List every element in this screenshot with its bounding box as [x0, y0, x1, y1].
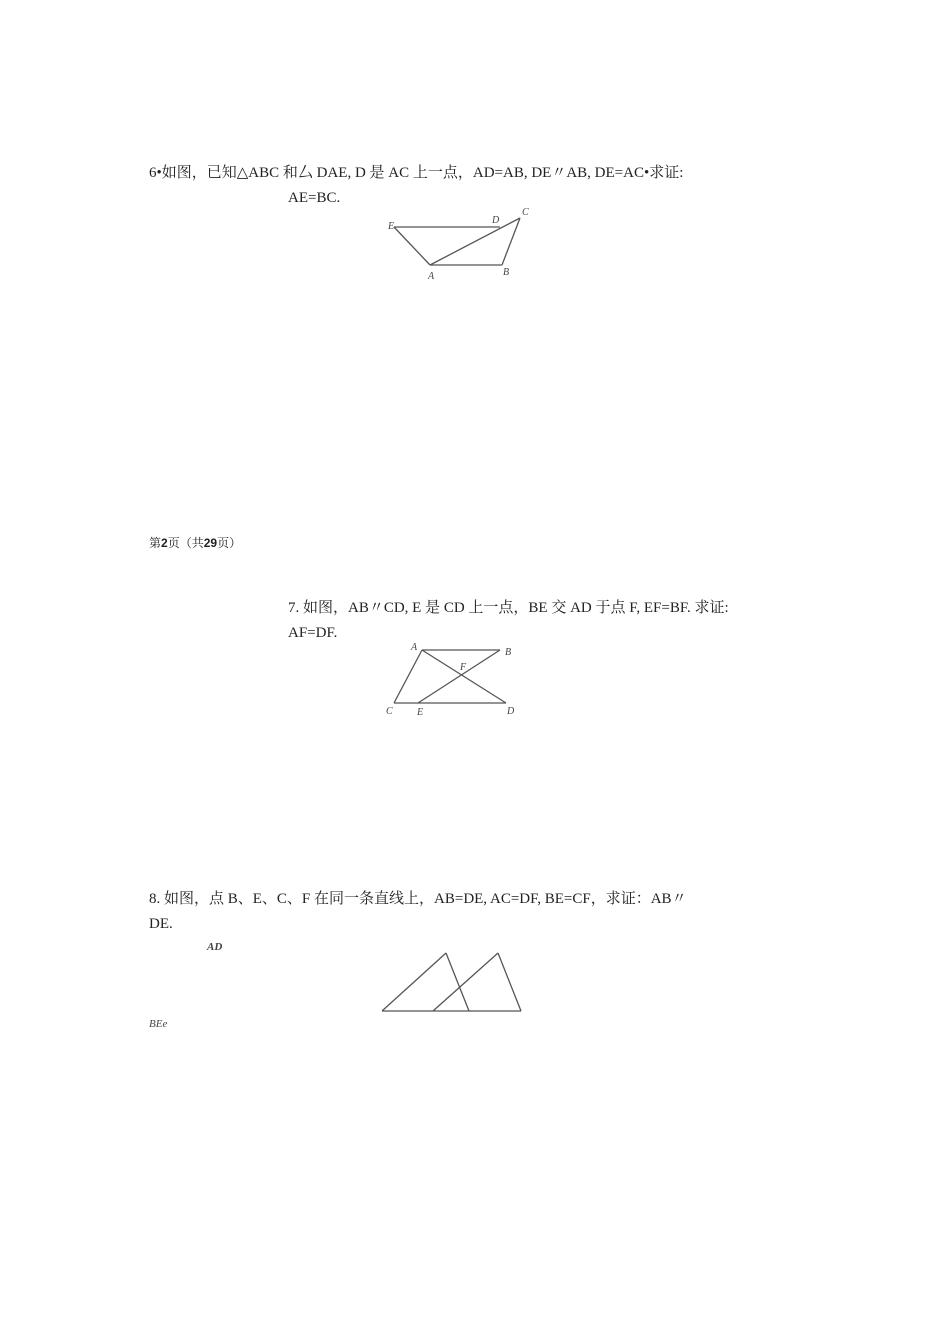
q6-label-d: D	[492, 215, 500, 226]
q6-label-e: E	[388, 221, 395, 232]
q7-segment-be	[418, 650, 500, 703]
q6-text-line1: 6•如图，已知△ABC 和厶 DAE, D 是 AC 上一点，AD=AB, DE〃AB, DE=AC•求证:	[149, 165, 684, 181]
footer-page-number: 2	[161, 536, 168, 550]
q7-label-d: D	[507, 706, 515, 717]
q6-segment-bc	[502, 218, 520, 265]
q7-segment-ac	[394, 650, 422, 703]
q7-figure	[380, 640, 530, 720]
q7-label-f: F	[460, 662, 467, 673]
q6-segment-ac	[430, 218, 520, 265]
q8-text-line2: DE.	[149, 916, 173, 932]
footer-suffix: 页）	[217, 536, 242, 550]
q6-label-b: B	[503, 267, 510, 278]
page-footer	[149, 534, 241, 551]
q8-figure	[380, 950, 525, 1015]
q7-segment-ad	[422, 650, 506, 703]
footer-prefix: 第	[149, 536, 162, 550]
q7-label-a: A	[411, 642, 418, 653]
q8-label-ad: AD	[207, 941, 223, 953]
q6-figure	[380, 205, 540, 285]
q7-label-e: E	[417, 707, 424, 718]
q7-text-line1: 7. 如图，AB〃CD, E 是 CD 上一点，BE 交 AD 于点 F, EF=BF. 求证:	[288, 600, 729, 616]
footer-mid: 页（共	[167, 536, 204, 550]
q7-label-c: C	[386, 706, 393, 717]
q6-label-a: A	[428, 271, 435, 282]
q8-segment-df	[498, 953, 521, 1011]
q6-text-line2: AE=BC.	[288, 190, 341, 206]
q7-label-b: B	[505, 647, 512, 658]
q6-segment-ea	[394, 227, 430, 265]
q8-text-line1: 8. 如图，点 B、E、C、F 在同一条直线上，AB=DE, AC=DF, BE=CF，求证：AB〃	[149, 891, 687, 907]
q7-text-line2: AF=DF.	[288, 625, 338, 641]
footer-total-pages: 29	[203, 536, 218, 550]
q8-label-bee: BEe	[149, 1018, 168, 1030]
q8-segment-ba	[382, 953, 446, 1011]
q6-label-c: C	[522, 207, 529, 218]
